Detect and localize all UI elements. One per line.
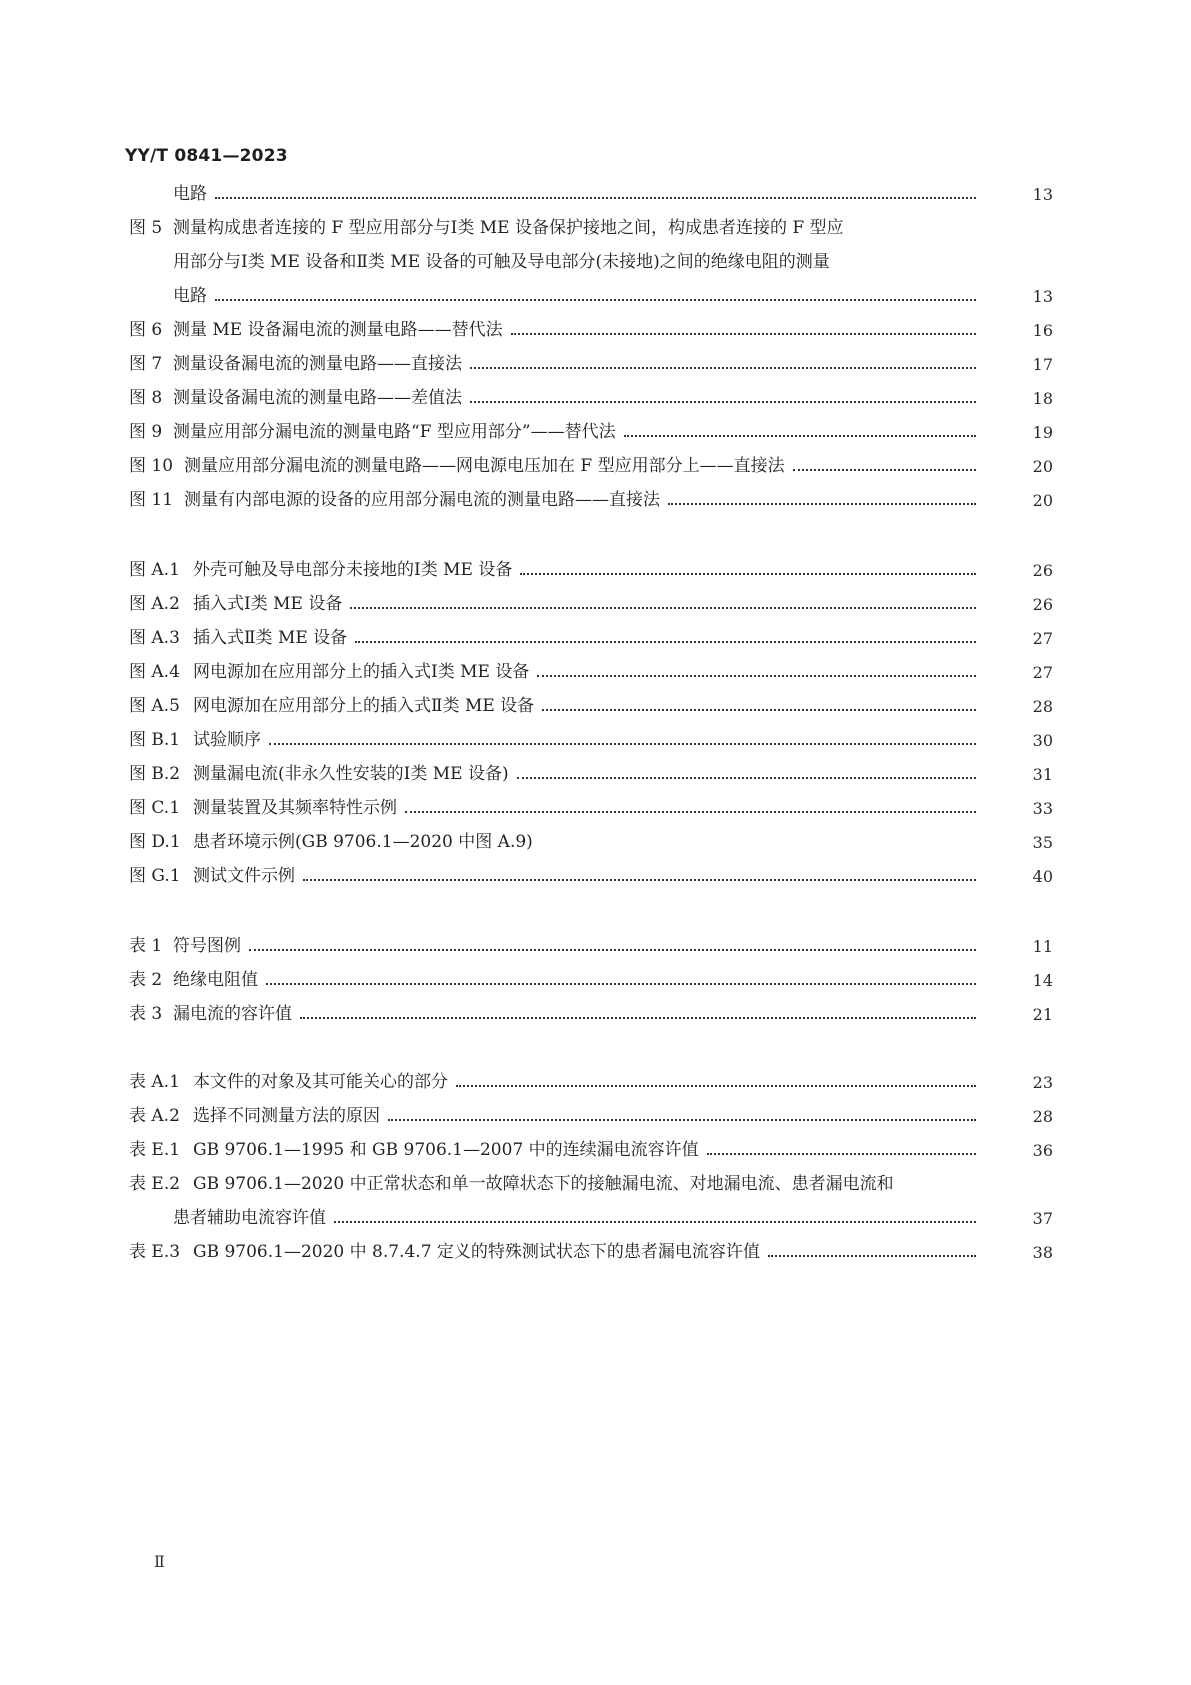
- toc-entry-title: 符号图例: [173, 936, 241, 956]
- toc-entry-label: 表 E.3: [129, 1242, 181, 1262]
- toc-entry-label: 图 B.2: [129, 764, 181, 784]
- toc-page-number: 26: [1032, 561, 1053, 580]
- toc-page-number: 37: [1032, 1209, 1053, 1228]
- toc-page-number: 20: [1032, 457, 1053, 476]
- toc-page-number: 27: [1032, 663, 1053, 682]
- toc-page-number: 16: [1032, 321, 1053, 340]
- toc-page-number: 27: [1032, 629, 1053, 648]
- toc-page-number: 20: [1032, 491, 1053, 510]
- toc-entry[interactable]: [0, 790, 1191, 827]
- toc-entry[interactable]: [0, 962, 1191, 999]
- toc-entry-title: 绝缘电阻值: [173, 970, 258, 990]
- toc-entry-title: 外壳可触及导电部分未接地的Ⅰ类 ME 设备: [193, 560, 513, 580]
- toc-entry[interactable]: [0, 824, 1191, 861]
- toc-page-number: 21: [1032, 1005, 1053, 1024]
- toc-entry-title: GB 9706.1—1995 和 GB 9706.1—2007 中的连续漏电流容许值: [193, 1140, 699, 1160]
- toc-page-number: 13: [1032, 287, 1053, 306]
- dot-leader: [405, 790, 976, 827]
- toc-entry-label: 图 C.1: [129, 798, 181, 818]
- toc-entry-label: 图 8: [129, 388, 163, 408]
- dot-leader: [269, 722, 976, 759]
- toc-entry[interactable]: [0, 620, 1191, 657]
- toc-entry[interactable]: [0, 722, 1191, 759]
- toc-entry-title: 插入式Ⅰ类 ME 设备: [193, 594, 343, 614]
- toc-entry[interactable]: [0, 414, 1191, 451]
- toc-entry-title: GB 9706.1—2020 中 8.7.4.7 定义的特殊测试状态下的患者漏电流容许值: [193, 1242, 760, 1262]
- dot-leader: [537, 654, 976, 691]
- toc-entry[interactable]: [0, 210, 1191, 247]
- toc-page-number: 28: [1032, 1107, 1053, 1126]
- toc-page-number: 36: [1032, 1141, 1053, 1160]
- dot-leader: [456, 1064, 976, 1101]
- toc-entry-label: 表 A.2: [129, 1106, 180, 1126]
- toc-entry-label: 图 11: [129, 490, 174, 510]
- dot-leader: [768, 1234, 976, 1271]
- toc-page-number: 13: [1032, 185, 1053, 204]
- dot-leader: [707, 1132, 976, 1169]
- dot-leader: [350, 586, 976, 623]
- toc-entry[interactable]: [0, 586, 1191, 623]
- toc-entry-title-line: 用部分与Ⅰ类 ME 设备和Ⅱ类 ME 设备的可触及导电部分(未接地)之间的绝缘电阻的测量: [173, 252, 830, 272]
- dot-leader: [542, 688, 976, 725]
- toc-entry[interactable]: [0, 688, 1191, 725]
- toc-entry-continuation[interactable]: [0, 1200, 1191, 1237]
- dot-leader: [215, 278, 976, 315]
- toc-entry-title: 测量装置及其频率特性示例: [193, 798, 397, 818]
- dot-leader: [668, 482, 976, 519]
- toc-page-number: 23: [1032, 1073, 1053, 1092]
- toc-entry-label: 表 E.1: [129, 1140, 181, 1160]
- toc-page-number: 26: [1032, 595, 1053, 614]
- toc-entry-label: 图 G.1: [129, 866, 181, 886]
- toc-page-number: 19: [1032, 423, 1053, 442]
- toc-entry-label: 图 9: [129, 422, 163, 442]
- toc-entry-title: 漏电流的容许值: [173, 1004, 292, 1024]
- dot-leader: [303, 858, 976, 895]
- toc-page-number: 33: [1032, 799, 1053, 818]
- dot-leader: [511, 312, 976, 349]
- toc-entry-title-line: 患者辅助电流容许值: [173, 1208, 326, 1228]
- toc-entry-title: 试验顺序: [193, 730, 261, 750]
- toc-entry-title: 电路: [173, 184, 207, 204]
- toc-entry-title: 测量应用部分漏电流的测量电路——网电源电压加在 F 型应用部分上——直接法: [184, 456, 785, 476]
- toc-entry[interactable]: [0, 1098, 1191, 1135]
- toc-page-number: 11: [1032, 937, 1053, 956]
- dot-leader: [334, 1200, 976, 1237]
- dot-leader: [249, 928, 976, 965]
- toc-entry-title: 测量设备漏电流的测量电路——直接法: [173, 354, 462, 374]
- toc-entry-title: 测量 ME 设备漏电流的测量电路——替代法: [173, 320, 503, 340]
- dot-leader: [517, 756, 976, 793]
- toc-entry[interactable]: [0, 482, 1191, 519]
- toc-entry-title: 本文件的对象及其可能关心的部分: [193, 1072, 448, 1092]
- toc-entry-title: 网电源加在应用部分上的插入式Ⅰ类 ME 设备: [193, 662, 530, 682]
- toc-entry-label: 图 D.1: [129, 832, 181, 852]
- toc-entry[interactable]: [0, 654, 1191, 691]
- toc-entry[interactable]: [0, 1064, 1191, 1101]
- toc-entry[interactable]: [0, 928, 1191, 965]
- toc-entry[interactable]: [0, 1132, 1191, 1169]
- toc-entry-label: 图 A.3: [129, 628, 180, 648]
- toc-entry-label: 图 A.5: [129, 696, 180, 716]
- toc-page-number: 17: [1032, 355, 1053, 374]
- dot-leader: [388, 1098, 976, 1135]
- toc-entry-label: 图 7: [129, 354, 163, 374]
- toc-entry-label: 表 1: [129, 936, 163, 956]
- dot-leader: [470, 346, 976, 383]
- toc-page-number: 28: [1032, 697, 1053, 716]
- toc-page-number: 30: [1032, 731, 1053, 750]
- dot-leader: [470, 380, 976, 417]
- toc-entry-title: 测试文件示例: [193, 866, 295, 886]
- toc-entry-continuation[interactable]: [0, 278, 1191, 315]
- toc-entry-label: 表 3: [129, 1004, 163, 1024]
- toc-page-number: 38: [1032, 1243, 1053, 1262]
- toc-entry-title: 插入式Ⅱ类 ME 设备: [193, 628, 348, 648]
- toc-entry[interactable]: [0, 858, 1191, 895]
- toc-entry-title: 患者环境示例(GB 9706.1—2020 中图 A.9): [193, 832, 533, 852]
- toc-entry-label: 图 A.2: [129, 594, 180, 614]
- toc-entry[interactable]: [0, 1166, 1191, 1203]
- toc-entry-label: 图 5: [129, 218, 163, 238]
- toc-entry-label: 图 A.4: [129, 662, 180, 682]
- toc-page-number: 31: [1032, 765, 1053, 784]
- toc-entry-label: 图 10: [129, 456, 174, 476]
- toc-entry-label: 表 A.1: [129, 1072, 180, 1092]
- dot-leader: [355, 620, 976, 657]
- dot-leader: [793, 448, 976, 485]
- toc-entry[interactable]: [0, 996, 1191, 1033]
- document-code: YY/T 0841—2023: [125, 146, 288, 166]
- toc-entry[interactable]: [0, 756, 1191, 793]
- toc-entry[interactable]: [0, 380, 1191, 417]
- toc-page-number: 18: [1032, 389, 1053, 408]
- dot-leader: [266, 962, 976, 999]
- toc-entry-title: 测量设备漏电流的测量电路——差值法: [173, 388, 462, 408]
- toc-entry[interactable]: [0, 552, 1191, 589]
- toc-entry[interactable]: [0, 1234, 1191, 1271]
- toc-entry[interactable]: [0, 312, 1191, 349]
- toc-entry-continuation: [0, 244, 1191, 281]
- toc-entry-title: 测量应用部分漏电流的测量电路“F 型应用部分”——替代法: [173, 422, 616, 442]
- dot-leader: [215, 176, 976, 213]
- toc-entry-label: 图 A.1: [129, 560, 180, 580]
- dot-leader: [624, 414, 976, 451]
- page-number: Ⅱ: [154, 1552, 165, 1571]
- toc-entry[interactable]: [0, 176, 1191, 213]
- toc-entry-title: 测量有内部电源的设备的应用部分漏电流的测量电路——直接法: [184, 490, 660, 510]
- toc-entry[interactable]: [0, 346, 1191, 383]
- toc-entry-title: 测量漏电流(非永久性安装的Ⅰ类 ME 设备): [193, 764, 509, 784]
- toc-entry-title: 网电源加在应用部分上的插入式Ⅱ类 ME 设备: [193, 696, 535, 716]
- toc-entry-title-line: 测量构成患者连接的 F 型应用部分与Ⅰ类 ME 设备保护接地之间，构成患者连接的 F 型应: [173, 218, 844, 238]
- toc-page-number: 35: [1032, 833, 1053, 852]
- toc-page-number: 14: [1032, 971, 1053, 990]
- dot-leader: [520, 552, 976, 589]
- toc-entry-label: 表 2: [129, 970, 163, 990]
- toc-entry[interactable]: [0, 448, 1191, 485]
- toc-entry-title-line: 电路: [173, 286, 207, 306]
- dot-leader: [300, 996, 976, 1033]
- toc-page-number: 40: [1032, 867, 1053, 886]
- toc-entry-title: 选择不同测量方法的原因: [193, 1106, 380, 1126]
- toc-entry-label: 表 E.2: [129, 1174, 181, 1194]
- toc-entry-title-line: GB 9706.1—2020 中正常状态和单一故障状态下的接触漏电流、对地漏电流、患者漏电流和: [193, 1174, 894, 1194]
- toc-entry-label: 图 B.1: [129, 730, 181, 750]
- toc-entry-label: 图 6: [129, 320, 163, 340]
